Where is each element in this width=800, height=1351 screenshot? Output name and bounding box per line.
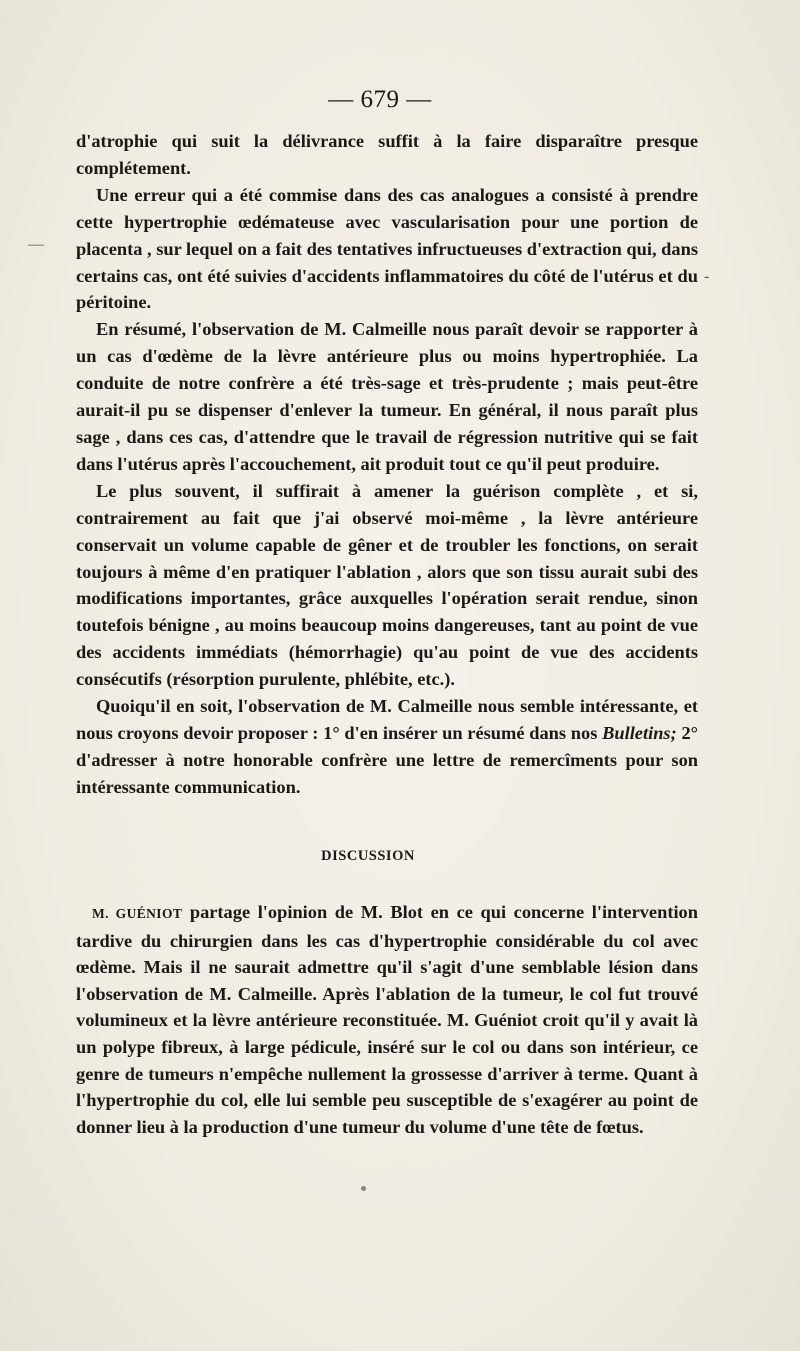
- paragraph-2: Une erreur qui a été commise dans des cas analogues a consisté à prendre cette hypertrophie œdémateuse avec vascularisation pour une portion de placenta , sur lequel on a fait des tentatives infructueuses d'extraction qui, dans certains cas, ont été suivies d'accidents inflammatoires du côté de l'utérus et du péritoine.: [76, 184, 698, 313]
- left-margin-dash: —: [28, 236, 44, 253]
- paragraph-5: [76, 693, 698, 801]
- right-margin-dash: -: [704, 268, 710, 285]
- page-number: — 679 —: [328, 86, 432, 113]
- main-text: [76, 128, 698, 801]
- discussion-heading: DISCUSSION: [321, 848, 415, 864]
- discussion-body: partage l'opinion de M. Blot en ce qui concerne l'intervention tardive du chirurgien dans les cas d'hypertrophie considérable du col avec œdème. Mais il ne saurait admettre qu'il s'agit d'une semblable lésion dans l'observation de M. Calmeille. Après l'ablation de la tumeur, le col fut trouvé volumineux et la lèvre antérieure reconstituée. M. Guéniot croit qu'il y avait là un polype fibreux, à large pédicule, inséré sur le col ou dans son intérieur, ce genre de tumeurs n'empêche nullement la grossesse d'arriver à terme. Quant à l'hypertrophie du col, elle lui semble peu susceptible de s'exagérer au point de donner lieu à la production d'une tumeur du volume d'une tête de fœtus.: [76, 902, 698, 1137]
- paragraph-5-lead: Quoiqu'il en soit, l'observation de M. Calmeille nous semble intéressante, et nous croyons devoir proposer :: [76, 696, 698, 743]
- bulletins-italic: Bulletins;: [602, 722, 677, 743]
- paragraph-3: En résumé, l'observation de M. Calmeille nous paraît devoir se rapporter à un cas d'œdème de la lèvre antérieure plus ou moins hypertrophiée. La conduite de notre confrère a été très-sage et très-prudente ; mais peut-être aurait-il pu se dispenser d'enlever la tumeur. En général, il nous paraît plus sage , dans ces cas, d'attendre que le travail de régression nutritive qui se fait dans l'utérus après l'accouchement, ait produit tout ce qu'il peut produire.: [76, 319, 698, 474]
- paragraph-5-part1: 1° d'en insérer un résumé dans nos: [323, 722, 603, 743]
- speaker-name: M. GUÉNIOT: [92, 906, 183, 921]
- discussion-paragraph: [76, 899, 698, 1140]
- paragraph-1: d'atrophie qui suit la délivrance suffit à la faire disparaître presque complétement.: [76, 131, 698, 178]
- paragraph-4: Le plus souvent, il suffirait à amener la guérison complète , et si, contrairement au fait que j'ai observé moi-même , la lèvre antérieure conservait un volume capable de gêner et de troubler les fonctions, on serait toujours à même d'en pratiquer l'ablation , alors que son tissu aurait subi des modifications importantes, grâce auxquelles l'opération serait rendue, sinon toutefois bénigne , au moins beaucoup moins dangereuses, tant au point de vue des accidents immédiats (hémorrhagie) qu'au point de vue des accidents consécutifs (résorption purulente, phlébite, etc.).: [76, 480, 698, 690]
- ink-dot: [361, 1186, 366, 1191]
- paragraph-5-part2: 2° d'adresser à notre honorable confrère une lettre de remercîments pour son intéressante communication.: [76, 722, 698, 797]
- discussion-text: [76, 899, 698, 1140]
